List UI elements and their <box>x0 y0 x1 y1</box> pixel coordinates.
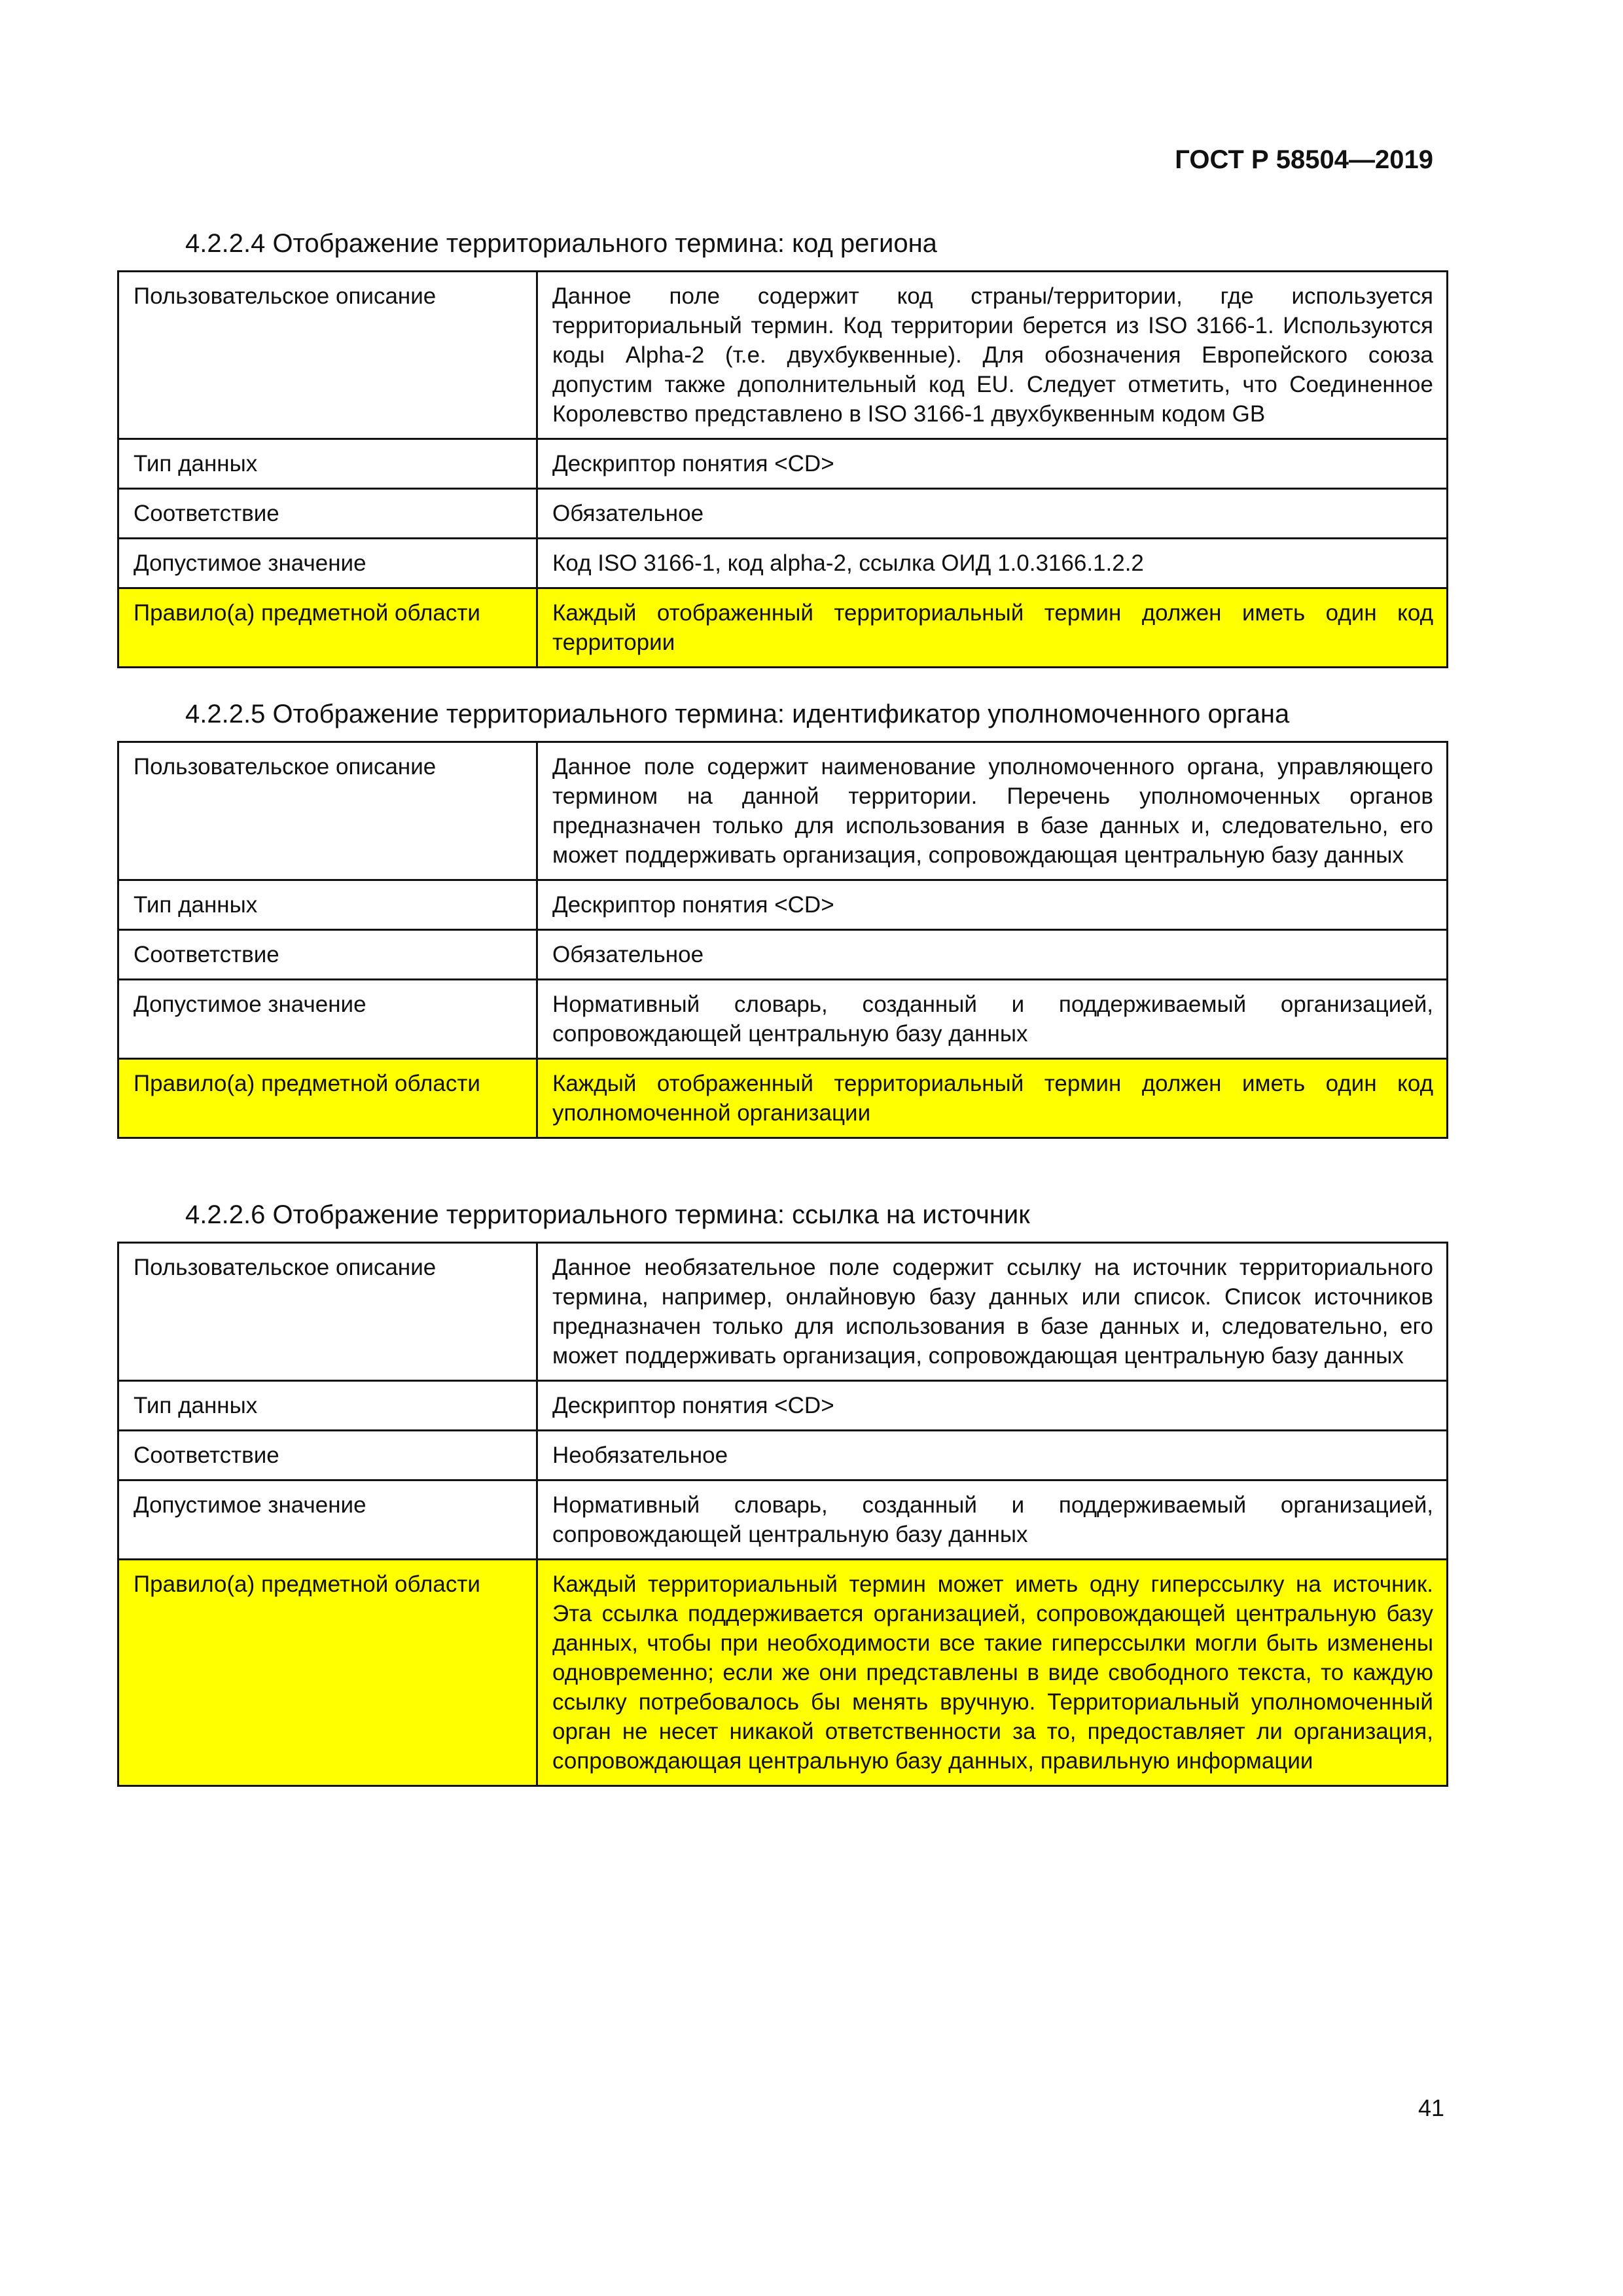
table-row <box>118 1480 1448 1560</box>
row-value: Данное необязательное поле содержит ссылку на источник территориального термина, например, онлайновую базу данных или список. Список источников предназначен только для использования в базе данных и, следовательно, его может поддерживать организация, сопровождающая центральную базу данных <box>537 1243 1448 1381</box>
table-row <box>118 980 1448 1059</box>
row-label: Тип данных <box>118 1381 537 1431</box>
spec-table-region-code <box>117 270 1448 668</box>
table-row <box>118 272 1448 439</box>
row-label: Пользовательское описание <box>118 272 537 439</box>
table-row <box>118 1381 1448 1431</box>
row-label: Пользовательское описание <box>118 742 537 880</box>
row-value: Каждый территориальный термин может иметь одну гиперссылку на источник. Эта ссылка поддерживается организацией, сопровождающей центральную базу данных, чтобы при необходимости все такие гиперссылки могли быть изменены одновременно; если же они представлены в виде свободного текста, то каждую ссылку потребовалось бы менять вручную. Территориальный уполномоченный орган не несет никакой ответственности за то, предоставляет ли организация, сопровождающая центральную базу данных, правильную информации <box>537 1560 1448 1786</box>
section-title-4-2-2-4: 4.2.2.4 Отображение территориального термина: код региона <box>185 229 937 258</box>
row-label: Правило(а) предметной области <box>118 1059 537 1138</box>
table-row-highlighted <box>118 1059 1448 1138</box>
row-value: Нормативный словарь, созданный и поддерживаемый организацией, сопровождающей центральную базу данных <box>537 1480 1448 1560</box>
row-value: Данное поле содержит код страны/территории, где используется территориальный термин. Код территории берется из ISO 3166-1. Используются коды Alpha-2 (т.е. двухбуквенные). Для обозначения Европейского союза допустим также дополнительный код EU. Следует отметить, что Соединенное Королевство представлено в ISO 3166-1 двухбуквенным кодом GB <box>537 272 1448 439</box>
row-value: Данное поле содержит наименование уполномоченного органа, управляющего термином на данной территории. Перечень уполномоченных органов предназначен только для использования в базе данных и, следовательно, его может поддерживать организация, сопровождающая центральную базу данных <box>537 742 1448 880</box>
row-label: Правило(а) предметной области <box>118 588 537 668</box>
table-row <box>118 742 1448 880</box>
row-value: Нормативный словарь, созданный и поддерживаемый организацией, сопровождающей центральную базу данных <box>537 980 1448 1059</box>
row-value: Дескриптор понятия <CD> <box>537 439 1448 489</box>
table-row-highlighted <box>118 588 1448 668</box>
row-label: Соответствие <box>118 1431 537 1480</box>
row-label: Тип данных <box>118 880 537 930</box>
row-value: Обязательное <box>537 930 1448 980</box>
row-value: Каждый отображенный территориальный термин должен иметь один код уполномоченной организации <box>537 1059 1448 1138</box>
table-row <box>118 439 1448 489</box>
document-id: ГОСТ Р 58504—2019 <box>1175 145 1433 174</box>
section-title-4-2-2-5: 4.2.2.5 Отображение территориального термина: идентификатор уполномоченного органа <box>185 700 1290 728</box>
row-value: Дескриптор понятия <CD> <box>537 880 1448 930</box>
table-row <box>118 880 1448 930</box>
row-label: Допустимое значение <box>118 539 537 588</box>
row-label: Тип данных <box>118 439 537 489</box>
table-row <box>118 1243 1448 1381</box>
row-label: Соответствие <box>118 489 537 539</box>
section-title-4-2-2-6: 4.2.2.6 Отображение территориального термина: ссылка на источник <box>185 1200 1030 1229</box>
row-value: Код ISO 3166-1, код alpha-2, ссылка ОИД 1.0.3166.1.2.2 <box>537 539 1448 588</box>
table-row <box>118 539 1448 588</box>
spec-table-authority-id <box>117 741 1448 1139</box>
table-row-highlighted <box>118 1560 1448 1786</box>
table-row <box>118 1431 1448 1480</box>
row-label: Соответствие <box>118 930 537 980</box>
page-number: 41 <box>1418 2094 1444 2121</box>
table-row <box>118 489 1448 539</box>
row-value: Дескриптор понятия <CD> <box>537 1381 1448 1431</box>
table-row <box>118 930 1448 980</box>
row-value: Необязательное <box>537 1431 1448 1480</box>
row-label: Допустимое значение <box>118 980 537 1059</box>
row-label: Допустимое значение <box>118 1480 537 1560</box>
row-value: Каждый отображенный территориальный термин должен иметь один код территории <box>537 588 1448 668</box>
row-label: Пользовательское описание <box>118 1243 537 1381</box>
row-value: Обязательное <box>537 489 1448 539</box>
spec-table-source-link <box>117 1242 1448 1787</box>
row-label: Правило(а) предметной области <box>118 1560 537 1786</box>
